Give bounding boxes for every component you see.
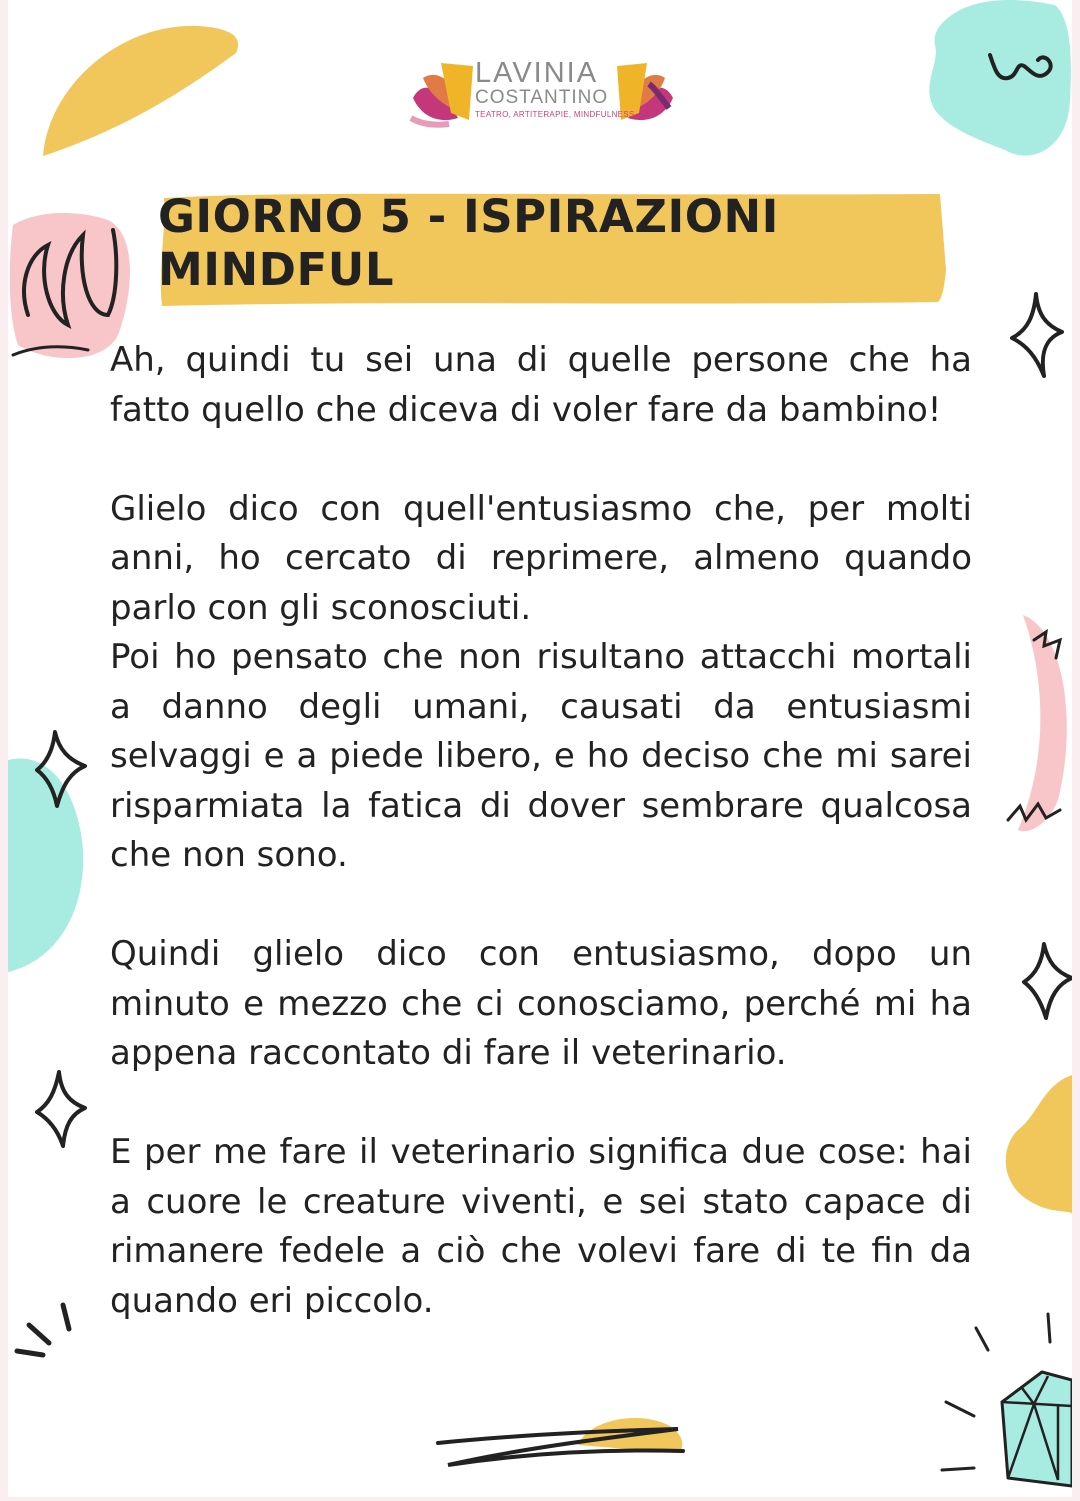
yellow-blob-right (998, 1075, 1072, 1215)
diamond-icon (938, 1310, 1072, 1497)
mint-blob-top-right (920, 0, 1072, 165)
sparkle-icon-right-top (1006, 290, 1068, 380)
sparkle-icon-left-1 (33, 728, 93, 810)
logo-text (475, 58, 635, 119)
page (8, 0, 1072, 1497)
paragraph-4: Quindi glielo dico con entusiasmo, dopo un minuto e mezzo che ci conosciamo, perché mi ha appena raccontato di fare il veterinario. (110, 934, 972, 1073)
yellow-blob-top-left (38, 18, 248, 163)
accent-lines-icon (13, 1295, 83, 1365)
sparkle-icon-left-2 (33, 1068, 93, 1150)
brand-logo (403, 58, 683, 130)
logo-tagline: TEATRO, ARTITERAPIE, MINDFULNESS (475, 110, 635, 119)
paragraph-5: E per me fare il veterinario significa due cose: hai a cuore le creature viventi, e sei stato capace di rimanere fedele a ciò che volevi fare di te fin da quando eri piccolo. (110, 1132, 972, 1321)
paragraph-3: Poi ho pensato che non risultano attacchi mortali a danno degli umani, causati da entusiasmi selvaggi e a piede libero, e ho deciso che mi sarei risparmiata la fatica di dover sembrare qualcosa che non sono. (110, 637, 972, 875)
bottom-swoosh (428, 1405, 698, 1480)
title-banner (158, 190, 948, 308)
article-body (110, 336, 972, 1326)
logo-name: LAVINIA (475, 57, 599, 89)
logo-surname: COSTANTINO (475, 87, 609, 108)
sparkle-icon-right-2 (1018, 940, 1072, 1022)
paragraph-1: Ah, quindi tu sei una di quelle persone che ha fatto quello che diceva di voler fare da bambino! (110, 340, 972, 430)
paragraph-2: Glielo dico con quell'entusiasmo che, per molti anni, ho cercato di reprimere, almeno quando parlo con gli sconosciuti. (110, 488, 972, 628)
page-title: GIORNO 5 - ISPIRAZIONI MINDFUL (158, 190, 779, 296)
pink-arc-right (998, 610, 1072, 840)
